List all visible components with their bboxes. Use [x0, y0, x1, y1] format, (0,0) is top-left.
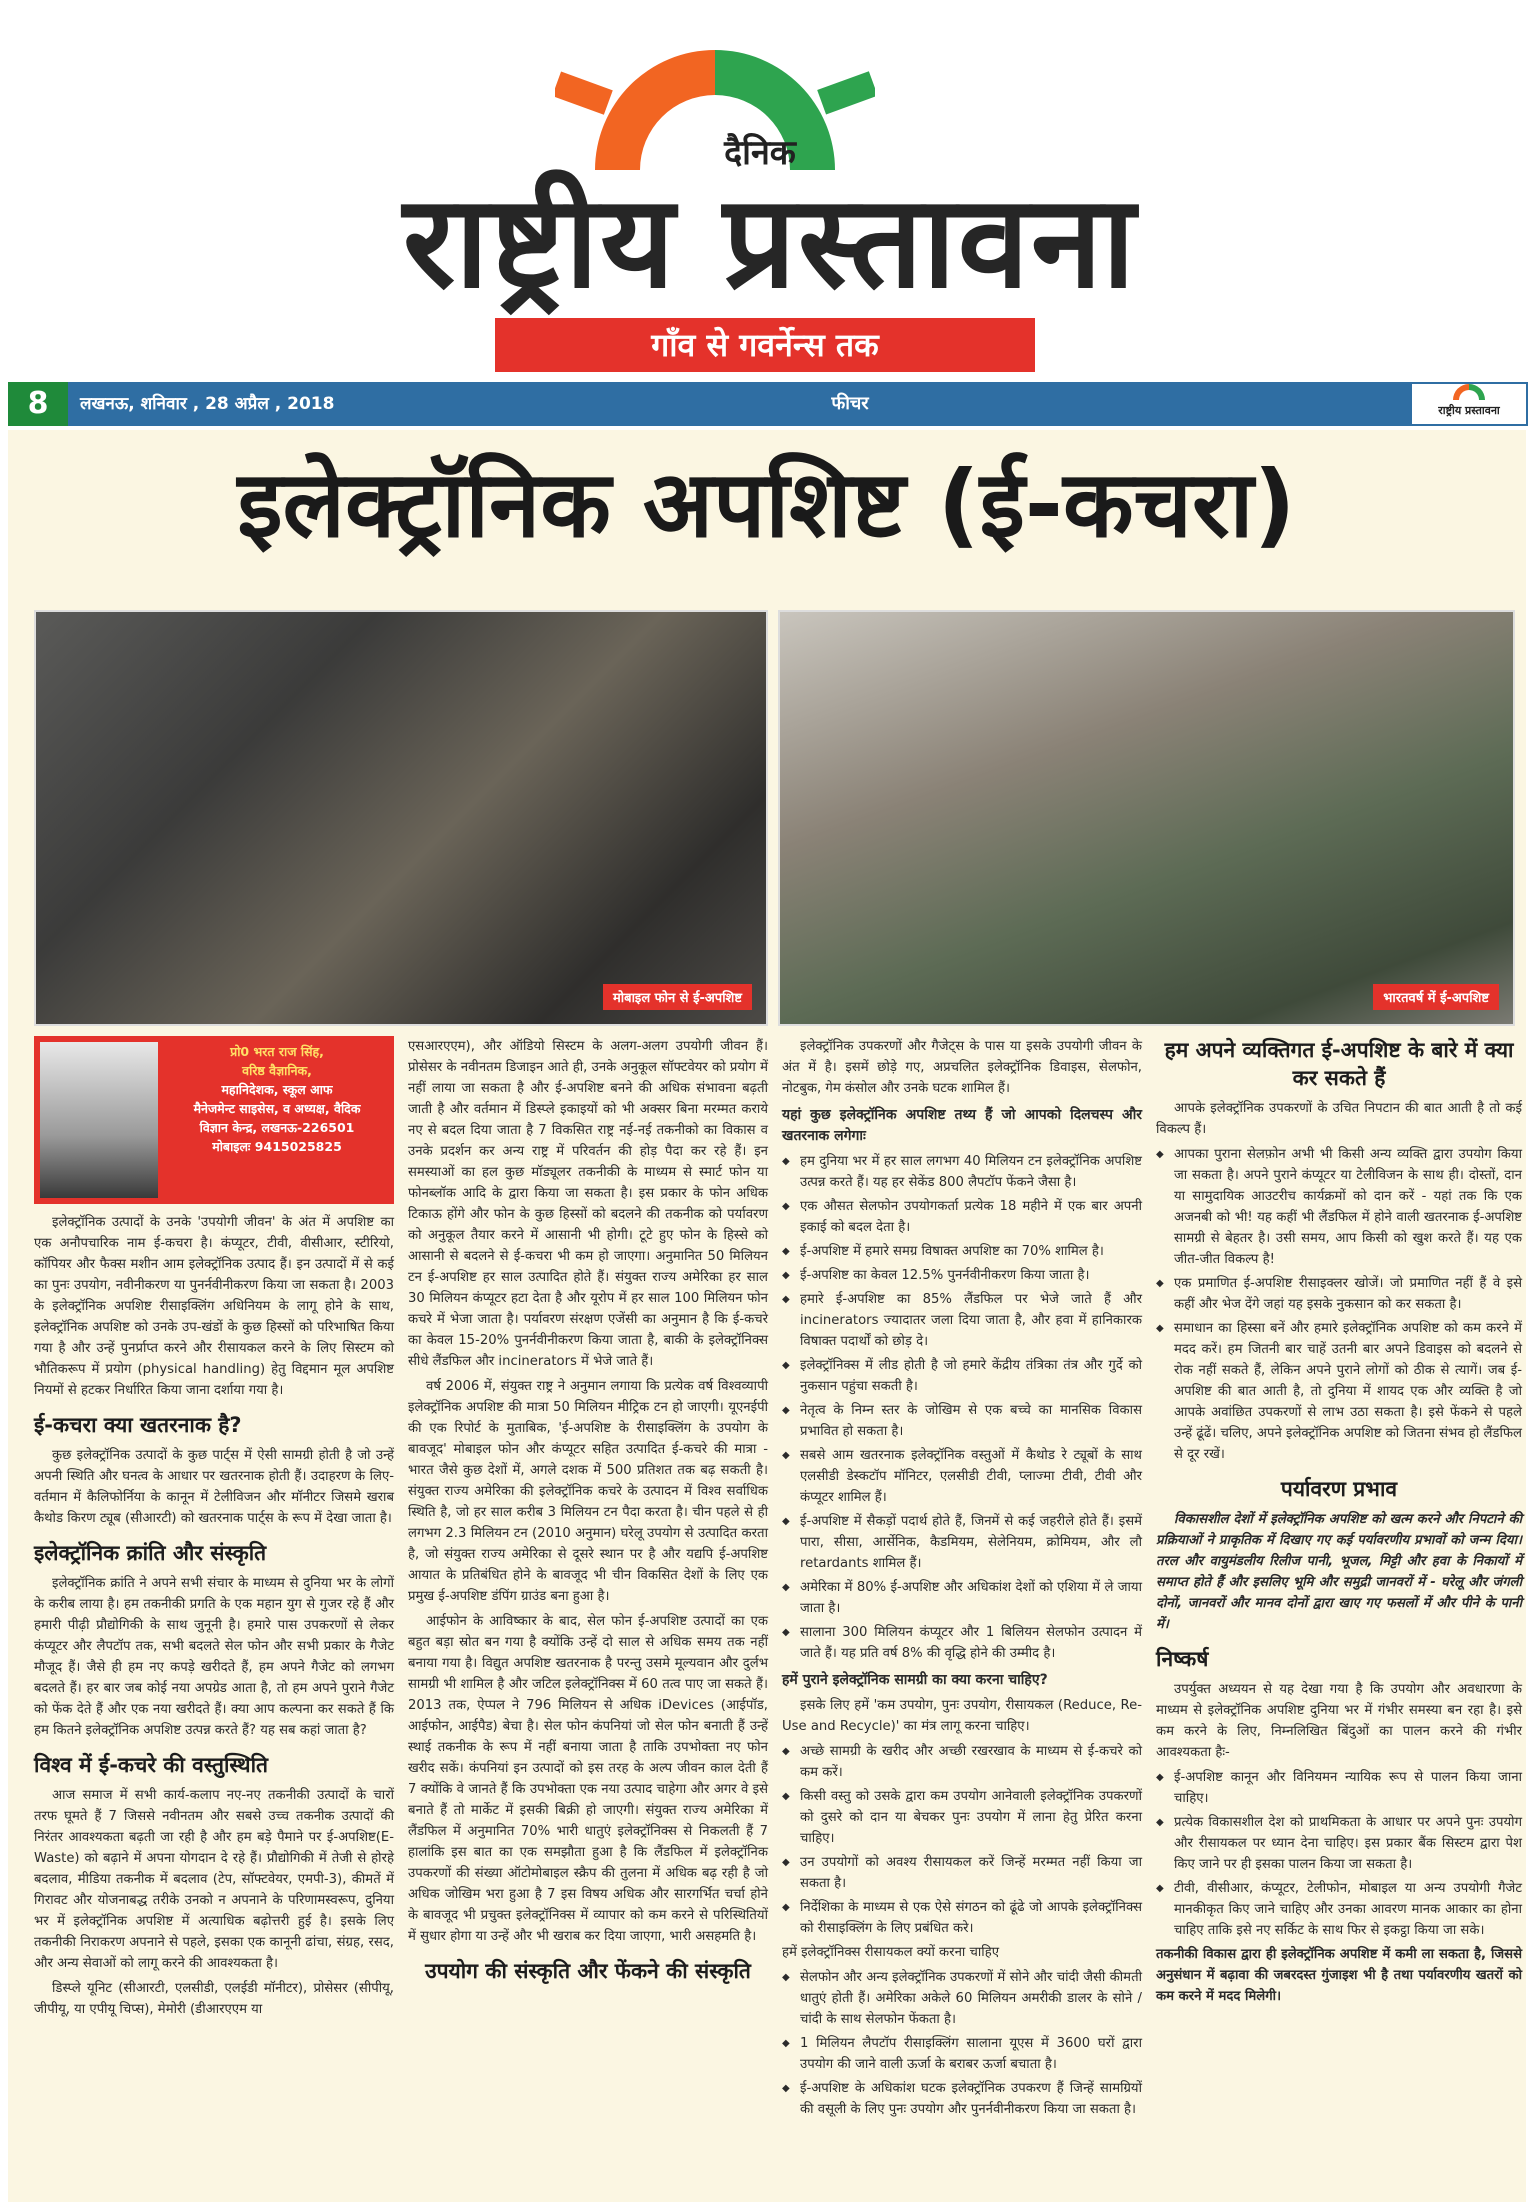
masthead-dainik: दैनिक	[724, 133, 796, 173]
paragraph: तकनीकी विकास द्वारा ही इलेक्ट्रॉनिक अपशिष्ट में कमी ला सकता है, जिससे अनुसंधान में बढ़ावा की जबरदस्त गुंजाइश भी है तथा पर्यावरणीय खतरों को कम करने में मदद मिलेगी।	[1156, 1947, 1522, 2004]
newspaper-title: राष्ट्रीय प्रस्तावना	[402, 168, 1138, 317]
paragraph: हमें इलेक्ट्रॉनिक्स रीसायकल क्यों करना चाहिए	[782, 1945, 1000, 1960]
paragraph: इलेक्ट्रॉनिक उत्पादों के उनके 'उपयोगी जीवन' के अंत में अपशिष्ट का एक अनौपचारिक नाम ई-कचरा है। कंप्यूटर, टीवी, वीसीआर, स्टीरियो, कॉपियर और फैक्स मशीन आम इलेक्ट्रॉनिक उत्पाद हैं। इन उत्पादों में से कई का पुनः उपयोग, नवीनीकरण या पुनर्नवीनीकरण किया जा सकता है। 2003 के इलेक्ट्रॉनिक अपशिष्ट रीसाइक्लिंग अधिनियम के लागू होने के साथ, इलेक्ट्रॉनिक अपशिष्ट को उनके उप-खंडों के कुछ हिस्सों को परिभाषित किया गया है और उन्हें पुनर्प्राप्त करने और रीसायकल करने के लिए सिस्टम को भौतिकरूप में प्रयोग (physical handling) हेतु विद्दमान मूल अपशिष्ट नियमों से हटकर निर्धारित किया जाना दर्शाया गया है।	[34, 1215, 394, 1398]
paragraph: विकासशील देशों में इलेक्ट्रॉनिक अपशिष्ट को खत्म करने और निपटाने की प्रक्रियाओं ने प्राकृतिक में दिखाए गए कई पर्यावरणीय प्रभावों को जन्म दिया। तरल और वायुमंडलीय रिलीज पानी, भूजल, मिट्टी और हवा के निकायों में समाप्त होते हैं और इसलिए भूमि और समुद्री जानवरों में - घरेलू और जंगली दोनों, जानवरों और मानव दोनों द्वारा खाए गए फसलों में और पीने के पानी में।	[1156, 1512, 1522, 1632]
list-item: ◆ ई-अपशिष्ट में सैकड़ों पदार्थ होते हैं, जिनमें से कई जहरीले होते हैं। इसमें पारा, सीसा, आर्सेनिक, कैडमियम, सेलेनियम, क्रोमियम, और लौ retardants शामिल हैं।	[782, 1511, 1142, 1574]
paragraph: इलेक्ट्रॉनिक क्रांति ने अपने सभी संचार के माध्यम से दुनिया भर के लोगों के करीब लाया है। हम तकनीकी प्रगति के एक महान युग से गुजर रहे हैं और हमारी पीढ़ी प्रौद्योगिकी के साथ जुनूनी है। हमारे पास उपकरणों से लेकर कंप्यूटर और लैपटॉप तक, सभी बदलते सेल फोन और सभी प्रकार के गैजेट मौजूद हैं। जैसे ही हम नए कपड़े खरीदते हैं, हम अपने गैजेट को लगभग बदलते हैं। हर बार जब कोई नया अपग्रेड आता है, तो हम अपने पुराने गैजेट को फेंक देते हैं और एक नया खरीदते हैं। क्या आप कल्पना कर सकते हैं कि हम कितने इलेक्ट्रॉनिक अपशिष्ट उत्पन्न करते हैं? यह सब कहां जाता है?	[34, 1576, 394, 1738]
list-item: ◆ आपका पुराना सेलफ़ोन अभी भी किसी अन्य व्यक्ति द्वारा उपयोग किया जा सकता है। अपने पुराने कंप्यूटर या टेलीविजन के साथ ही। दोस्तों, दान या सामुदायिक आउटरीच कार्यक्रमों को दान करें - यहां तक कि एक अजनबी को भी! यह कहीं भी लैंडफिल में होने वाली खतरनाक ई-अपशिष्ट सामग्री से बेहतर है। उसी समय, आप किसी को खुश करते हैं। यह एक जीत-जीत विकल्प है!	[1156, 1144, 1522, 1270]
list-item: ◆ ई-अपशिष्ट का केवल 12.5% पुनर्नवीनीकरण किया जाता है।	[782, 1265, 1142, 1286]
list-item: ◆ हमारे ई-अपशिष्ट का 85% लैंडफिल पर भेजे जाते हैं और incinerators ज्यादातर जला दिया जाता है, और हवा में हानिकारक विषाक्त पदार्थों को छोड़ दे।	[782, 1289, 1142, 1352]
masthead-tagline: गाँव से गवर्नेन्स तक	[495, 318, 1035, 372]
list-item: ◆ समाधान का हिस्सा बनें और हमारे इलेक्ट्रॉनिक अपशिष्ट को कम करने में मदद करें। हम जितनी बार चाहें उतनी बार अपने डिवाइस को बदलने से रोक नहीं सकते हैं, लेकिन अपने पुराने लोगों को ठीक से त्यागें। जब ई-अपशिष्ट की बात आती है, तो दुनिया में शायद एक और व्यक्ति है जो आपके अवांछित उपकरणों से लाभ उठा सकता है। इसे फेंकने से पहले उन्हें ढूंढें। चलिए, अपने इलेक्ट्रॉनिक अपशिष्ट को जितना संभव हो लैंडफिल से दूर रखें।	[1156, 1318, 1522, 1465]
section-label: फीचर	[831, 393, 869, 414]
mini-sun-icon	[1449, 384, 1489, 400]
list-item: ◆ ई-अपशिष्ट कानून और विनियमन न्यायिक रूप से पालन किया जाना चाहिए।	[1156, 1767, 1522, 1809]
paragraph: वर्ष 2006 में, संयुक्त राष्ट्र ने अनुमान लगाया कि प्रत्येक वर्ष विश्वव्यापी इलेक्ट्रॉनिक अपशिष्ट की मात्रा 50 मिलियन मीट्रिक टन हो जाएगी। यूएनईपी की एक रिपोर्ट के मुताबिक, 'ई-अपशिष्ट के रीसाइक्लिंग के उपयोग के बावजूद' मोबाइल फोन और कंप्यूटर सहित उत्पादित ई-कचरे की मात्रा - भारत जैसे कुछ देशों में, अगले दशक में 500 प्रतिशत तक बढ़ सकती है। संयुक्त राज्य अमेरिका की इलेक्ट्रॉनिक कचरे के उत्पादन में विश्व सर्वाधिक स्थिति है, जो हर साल करीब 3 मिलियन टन पैदा करता है। चीन पहले से ही लगभग 2.3 मिलियन टन (2010 अनुमान) घरेलू उपयोग से उत्पादित करता है, जो संयुक्त राज्य अमेरिका से दूसरे स्थान पर है और यद्यपि ई-अपशिष्ट आयात के प्रतिबंधित होने के बावजूद भी चीन विकसित देशों के लिए एक प्रमुख ई-अपशिष्ट डंपिंग ग्राउंड बना हुआ है।	[408, 1379, 768, 1604]
subheading: विश्व में ई-कचरे की वस्तुस्थिति	[34, 1753, 268, 1777]
list-item: ◆ सबसे आम खतरनाक इलेक्ट्रॉनिक वस्तुओं में कैथोड रे ट्यूबों के साथ एलसीडी डेस्कटॉप मॉनिटर, एलसीडी टीवी, प्लाज्मा टीवी, टीवी और कंप्यूटर शामिल हैं।	[782, 1445, 1142, 1508]
column-1	[34, 1036, 394, 2024]
list-item: ◆ उन उपयोगों को अवश्य रीसायकल करें जिन्हें मरम्मत नहीं किया जा सकता है।	[782, 1852, 1142, 1894]
dateline: लखनऊ, शनिवार , 28 अप्रैल , 2018	[80, 394, 335, 414]
paragraph: आपके इलेक्ट्रॉनिक उपकरणों के उचित निपटान की बात आती है तो कई विकल्प हैं।	[1156, 1101, 1522, 1137]
why-list	[782, 1967, 1142, 2120]
subheading: हम अपने व्यक्तिगत ई-अपशिष्ट के बारे में क्या कर सकते हैं	[1164, 1038, 1514, 1090]
list-item: ◆ हम दुनिया भर में हर साल लगभग 40 मिलियन टन इलेक्ट्रॉनिक अपशिष्ट उत्पन्न करते हैं। यह हर सेकेंड 800 लैपटॉप फेंकने जैसा है।	[782, 1151, 1142, 1193]
subheading: हमें पुराने इलेक्ट्रॉनिक सामग्री का क्या करना चाहिए?	[782, 1672, 1048, 1688]
paragraph: आईफोन के आविष्कार के बाद, सेल फोन ई-अपशिष्ट उत्पादों का एक बहुत बड़ा स्रोत बन गया है क्योंकि उन्हें दो साल से अधिक समय तक नहीं बनाया गया है। विद्युत अपशिष्ट खतरनाक है परन्तु उसमे मूल्यवान और दुर्लभ सामग्री भी शामिल है और जटिल इलेक्ट्रॉनिक्स में 60 तत्व पाए जा सकते हैं। 2013 तक, ऐप्पल ने 796 मिलियन से अधिक iDevices (आईपॉड, आईफोन, आईपैड) बेचा है। सेल फोन कंपनियां जो सेल फोन बनाती हैं उन्हें स्थाई तकनीक के रूप में नहीं बनाया जाता है ताकि उपभोक्ता नए फोन खरीद सकें। कंपनियां इन उत्पादों को इस तरह के अल्प जीवन काल देती हैं 7 क्योंकि वे जानते हैं कि उपभोक्ता एक नया उत्पाद चाहेगा और अगर वे इसे बनाते हैं तो मार्केट में इसकी बिक्री हो जाएगी। संयुक्त राज्य अमेरिका में लैंडफिल में अनुमानित 70% भारी धातुएं इलेक्ट्रॉनिक्स से निकलती हैं 7 हालांकि इस बात का एक समझौता हुआ है कि लैंडफिल में इलेक्ट्रॉनिक उपकरणों की संख्या ऑटोमोबाइल स्क्रैप की तुलना में अधिक बढ़ रही है जो अधिक जोखिम भरा हुआ है 7 इस विषय अधिक और सारगर्भित चर्चा होने के बावजूद भी प्रचुक्त इलेक्ट्रॉनिक्स में व्यापार को कम करने से परिस्थितियों में सुधार होगा या उन्हें और भी खराब कर दिया जाएगा, भारी असहमति है।	[408, 1614, 768, 1944]
list-item: ◆ एक प्रमाणित ई-अपशिष्ट रीसाइक्लर खोजें। जो प्रमाणित नहीं हैं वे इसे कहीं और भेज देंगे जहां यह इसके नुकसान को कर सकता है।	[1156, 1273, 1522, 1315]
author-box	[34, 1036, 394, 1204]
tips-list	[782, 1741, 1142, 1939]
list-item: ◆ नेतृत्व के निम्न स्तर के जोखिम से एक बच्चे का मानसिक विकास प्रभावित हो सकता है।	[782, 1400, 1142, 1442]
author-role: वरिष्ठ वैज्ञानिक,	[242, 1063, 312, 1078]
list-item: ◆ अमेरिका में 80% ई-अपशिष्ट और अधिकांश देशों को एशिया में ले जाया जाता है।	[782, 1577, 1142, 1619]
photo-caption-left: मोबाइल फोन से ई-अपशिष्ट	[603, 984, 752, 1010]
paragraph: एसआरएएम), और ऑडियो सिस्टम के अलग-अलग उपयोगी जीवन हैं। प्रोसेसर के नवीनतम डिजाइन आते ही, उनके अनुकूल सॉफ्टवेयर को प्रयोग में नहीं लाया जा सकता है और ई-अपशिष्ट बनने की अधिक संभावना बढ़ती जाती है और वर्तमान में डिस्प्ले इकाइयों को भी अक्सर बिना मरम्मत कराये नए से बदल दिया जाता है 7 विकसित राष्ट्र नई-नई तकनीको का विकास व उनके प्रदर्शन कर अन्य राष्ट्र में परिवर्तन की होड़ पैदा कर रहे हैं। इन समस्याओं का हल कुछ मॉड्यूलर तकनीकी के माध्यम से स्मार्ट फोन या फोनब्लॉक आदि के द्वारा किया जा सकता है। इस प्रकार के फोन अधिक टिकाऊ होंगे और फोन के कुछ हिस्सों को बदलने की तकनीक को पर्यावरण को अनुकूल तैयार करने में आसानी भी होगी। टूटे हुए फोन के हिस्से को आसानी से बदलने से ई-कचरा भी कम हो जाएगा। अनुमानित 50 मिलियन टन ई-अपशिष्ट हर साल उत्पादित होते हैं। संयुक्त राज्य अमेरिका हर साल 30 मिलियन कंप्यूटर हटा देता है और यूरोप में हर साल 100 मिलियन फोन कचरे में भेजा जाता है। पर्यावरण संरक्षण एजेंसी का अनुमान है कि ई-कचरे का केवल 15-20% पुनर्नवीनीकरण किया जाता है, बाकी के इलेक्ट्रॉनिक्स सीधे लैंडफिल और incinerators में भेजे जाते हैं।	[408, 1039, 768, 1369]
conclusion-list	[1156, 1767, 1522, 1941]
subheading: यहां कुछ इलेक्ट्रॉनिक अपशिष्ट तथ्य हैं जो आपको दिलचस्प और खतरनाक लगेगाः	[782, 1107, 1142, 1144]
list-item: ◆ ई-अपशिष्ट के अधिकांश घटक इलेक्ट्रॉनिक उपकरण हैं जिन्हें सामग्रियों की वसूली के लिए पुनः उपयोग और पुनर्नवीनीकरण किया जा सकता है।	[782, 2078, 1142, 2120]
paragraph: कुछ इलेक्ट्रॉनिक उत्पादों के कुछ पार्ट्स में ऐसी सामग्री होती है जो उन्हें अपनी स्थिति और घनत्व के आधार पर खतरनाक होती हैं। उदाहरण के लिए- वर्तमान में कैलिफोर्निया के कानून में टेलीविजन और मॉनीटर जिसमे खराब कैथोड किरण ट्यूब (सीआरटी) को खतरनाक पार्ट्स के रूप में देखा जाता है।	[34, 1448, 394, 1526]
paragraph: आज समाज में सभी कार्य-कलाप नए-नए तकनीकी उत्पादों के चारों तरफ घूमते हैं 7 जिससे नवीनतम और सबसे उच्च तकनीक उत्पादों की निरंतर आवश्यकता बढ़ती जा रही है और हम बड़े पैमाने पर ई-अपशिष्ट(E-Waste) को बढ़ाने में अपना योगदान दे रहे हैं। प्रौद्योगिकी में तेजी से होरहे बदलाव, मीडिया तकनीक में बदलाव (टेप, सॉफ्टवेयर, एमपी-3), कीमतें में गिरावट और योजनाबद्ध तरीके उनको न अपनाने के परिणामस्वरूप, दुनिया भर में इलेक्ट्रॉनिक अपशिष्ट में अत्याधिक बढ़ोत्तरी हुई है। इसके लिए तकनीकी निराकरण अपनाने से पहले, इसका एक कानूनी ढांचा, संग्रह, रसद, और अन्य सेवाओं को लागू करने की आवश्यकता है।	[34, 1788, 394, 1971]
list-item: ◆ एक औसत सेलफोन उपयोगकर्ता प्रत्येक 18 महीने में एक बार अपनी इकाई को बदल देता है।	[782, 1196, 1142, 1238]
list-item: ◆ ई-अपशिष्ट में हमारे समग्र विषाक्त अपशिष्ट का 70% शामिल है।	[782, 1241, 1142, 1262]
photo-india-waste	[778, 610, 1515, 1026]
paragraph: डिस्प्ले यूनिट (सीआरटी, एलसीडी, एलईडी मॉनीटर), प्रोसेसर (सीपीयू, जीपीयू, या एपीयू चिप्स), मेमोरी (डीआरएएम या	[34, 1981, 394, 2017]
author-line5: विज्ञान केन्द्र, लखनऊ-226501	[199, 1120, 355, 1135]
list-item: ◆ निर्देशिका के माध्यम से एक ऐसे संगठन को ढूंढे जो आपके इलेक्ट्रॉनिक्स को रीसाइक्लिंग के लिए प्रबंधित करे।	[782, 1897, 1142, 1939]
author-name: प्रो0 भरत राज सिंह,	[230, 1044, 324, 1059]
list-item: ◆ इलेक्ट्रॉनिक्स में लीड होती है जो हमारे केंद्रीय तंत्रिका तंत्र और गुर्दे को नुकसान पहुंचा सकती है।	[782, 1355, 1142, 1397]
subheading: उपयोग की संस्कृति और फेंकने की संस्कृति	[425, 1959, 751, 1983]
author-details	[166, 1042, 388, 1156]
page-number: 8	[8, 382, 68, 426]
list-item: ◆ किसी वस्तु को उसके द्वारा कम उपयोग आनेवाली इलेक्ट्रॉनिक उपकरणों को दुसरे को दान या बेचकर पुनः उपयोग में लाना हेतु प्रेरित करना चाहिए।	[782, 1786, 1142, 1849]
options-list	[1156, 1144, 1522, 1465]
column-4	[1156, 1036, 1522, 2011]
subheading: ई-कचरा क्या खतरनाक है?	[34, 1413, 242, 1437]
author-mobile: मोबाइलः 9415025825	[212, 1139, 342, 1154]
subheading: निष्कर्ष	[1156, 1647, 1209, 1671]
list-item: ◆ अच्छे सामग्री के खरीद और अच्छी रखरखाव के माध्यम से ई-कचरे को कम करें।	[782, 1741, 1142, 1783]
mini-logo-text: राष्ट्रीय प्रस्तावना	[1438, 404, 1500, 417]
mini-logo	[1412, 384, 1526, 424]
list-item: ◆ सालाना 300 मिलियन कंप्यूटर और 1 बिलियन सेलफोन उत्पादन में जाते हैं। यह प्रति वर्ष 8% की वृद्धि होने की उम्मीद है।	[782, 1622, 1142, 1664]
subheading: पर्यावरण प्रभाव	[1280, 1477, 1398, 1501]
list-item: ◆ 1 मिलियन लैपटॉप रीसाइक्लिंग सालाना यूएस में 3600 घरों द्वारा उपयोग की जाने वाली ऊर्जा के बराबर ऊर्जा बचाता है।	[782, 2033, 1142, 2075]
subheading: इलेक्ट्रॉनिक क्रांति और संस्कृति	[34, 1541, 267, 1565]
paragraph: इलेक्ट्रॉनिक उपकरणों और गैजेट्स के पास या इसके उपयोगी जीवन के अंत में है। इसमें छोड़े गए, अप्रचलित इलेक्ट्रॉनिक डिवाइस, सेलफोन, नोटबुक, गेम कंसोल और उनके घटक शामिल हैं।	[782, 1039, 1142, 1096]
author-line4: मैनेजमेन्ट साइसेस, व अध्यक्ष, वैदिक	[193, 1101, 361, 1116]
author-line3: महानिदेशक, स्कूल आफ	[221, 1082, 333, 1097]
headline: इलेक्ट्रॉनिक अपशिष्ट (ई-कचरा)	[237, 451, 1296, 558]
list-item: ◆ टीवी, वीसीआर, कंप्यूटर, टेलीफोन, मोबाइल या अन्य उपयोगी गैजेट मानकीकृत किए जाने चाहिए और उनका आवरण मानक आकार का होना चाहिए ताकि इसे नए सर्किट के साथ फिर से इकट्ठा किया जा सके।	[1156, 1878, 1522, 1941]
photo-caption-right: भारतवर्ष में ई-अपशिष्ट	[1373, 984, 1499, 1010]
paragraph: उपर्युक्त अध्ययन से यह देखा गया है कि उपयोग और अवधारणा के माध्यम से इलेक्ट्रॉनिक अपशिष्ट दुनिया भर में गंभीर समस्या बन रहा है। इसे कम करने के लिए, निम्नलिखित बिंदुओं का पालन करने की गंभीर आवश्यकता हैः-	[1156, 1682, 1522, 1760]
list-item: ◆ सेलफोन और अन्य इलेक्ट्रॉनिक उपकरणों में सोने और चांदी जैसी कीमती धातुएं होती हैं। अमेरिका अकेले 60 मिलियन अमरीकी डालर के सोने / चांदी के साथ सेलफोन फेंकता है।	[782, 1967, 1142, 2030]
paragraph: इसके लिए हमें 'कम उपयोग, पुनः उपयोग, रीसायकल (Reduce, Re-Use and Recycle)' का मंत्र लागू करना चाहिए।	[782, 1698, 1142, 1734]
list-item: ◆ प्रत्येक विकासशील देश को प्राथमिकता के आधार पर अपने पुनः उपयोग और रीसायकल पर ध्यान देना चाहिए। इस प्रकार बैंक सिस्टम द्वारा पेश किए जाने पर ही इसका पालन किया जा सकता है।	[1156, 1812, 1522, 1875]
facts-list	[782, 1151, 1142, 1664]
photo-mobile-waste	[34, 610, 768, 1026]
author-photo	[40, 1042, 158, 1198]
column-2	[408, 1036, 768, 1991]
column-3	[782, 1036, 1142, 2123]
